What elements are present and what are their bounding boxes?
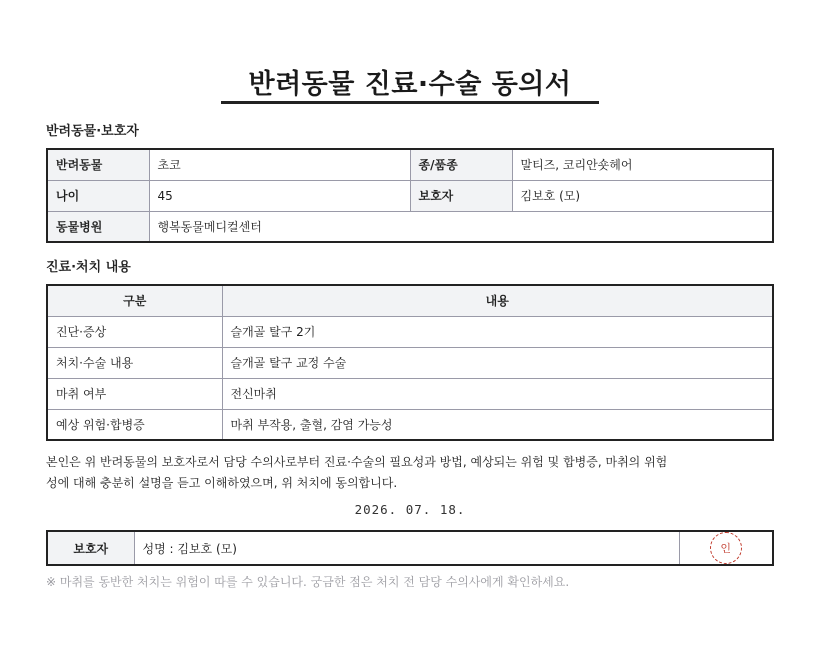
hospital-value: 행복동물메디컬센터 [149,211,773,242]
content-cell: 슬개골 탈구 교정 수술 [222,347,773,378]
content-column-header: 내용 [222,285,773,316]
category-column-header: 구분 [47,285,222,316]
pet-section-heading: 반려동물·보호자 [46,124,139,139]
category-cell: 예상 위험·합병증 [47,409,222,440]
table-row [47,378,773,409]
signature-label: 보호자 [47,531,134,565]
signature-name-field[interactable]: 성명 : 김보호 (모) [134,531,679,565]
title-underline [221,101,599,104]
table-row [47,180,773,211]
care-details-table [46,284,774,441]
pet-info-table [46,148,774,243]
footnote: ※ 마취를 동반한 처치는 위험이 따를 수 있습니다. 궁금한 점은 처치 전 담당 수의사에게 확인하세요. [46,575,570,589]
table-row [47,211,773,242]
consent-date: 2026. 07. 18. [354,502,466,517]
seal-cell[interactable] [679,531,773,565]
category-cell: 진단·증상 [47,316,222,347]
guardian-value: 김보호 (모) [512,180,773,211]
table-row [47,316,773,347]
pet-label: 반려동물 [47,149,149,180]
consent-statement-line: 본인은 위 반려동물의 보호자로서 담당 수의사로부터 진료·수술의 필요성과 방법, 예상되는 위험 및 합병증, 마취의 위험 [46,455,668,469]
document-title: 반려동물 진료·수술 동의서 [248,69,572,100]
consent-statement [46,452,746,494]
hospital-label: 동물병원 [47,211,149,242]
age-value: 45 [149,180,410,211]
signature-table [46,530,774,566]
consent-statement-line: 성에 대해 충분히 설명을 듣고 이해하였으며, 위 처치에 동의합니다. [46,476,398,490]
care-section-heading: 진료·처치 내용 [46,260,131,275]
table-row [47,149,773,180]
breed-label: 종/품종 [410,149,512,180]
breed-value: 말티즈, 코리안숏헤어 [512,149,773,180]
category-cell: 마취 여부 [47,378,222,409]
table-row [47,347,773,378]
table-row [47,409,773,440]
seal-stamp: 인 [710,532,742,564]
content-cell: 마취 부작용, 출혈, 감염 가능성 [222,409,773,440]
content-cell: 슬개골 탈구 2기 [222,316,773,347]
pet-name-value: 초코 [149,149,410,180]
content-cell: 전신마취 [222,378,773,409]
category-cell: 처치·수술 내용 [47,347,222,378]
table-row [47,531,773,565]
table-header-row [47,285,773,316]
age-label: 나이 [47,180,149,211]
guardian-label: 보호자 [410,180,512,211]
